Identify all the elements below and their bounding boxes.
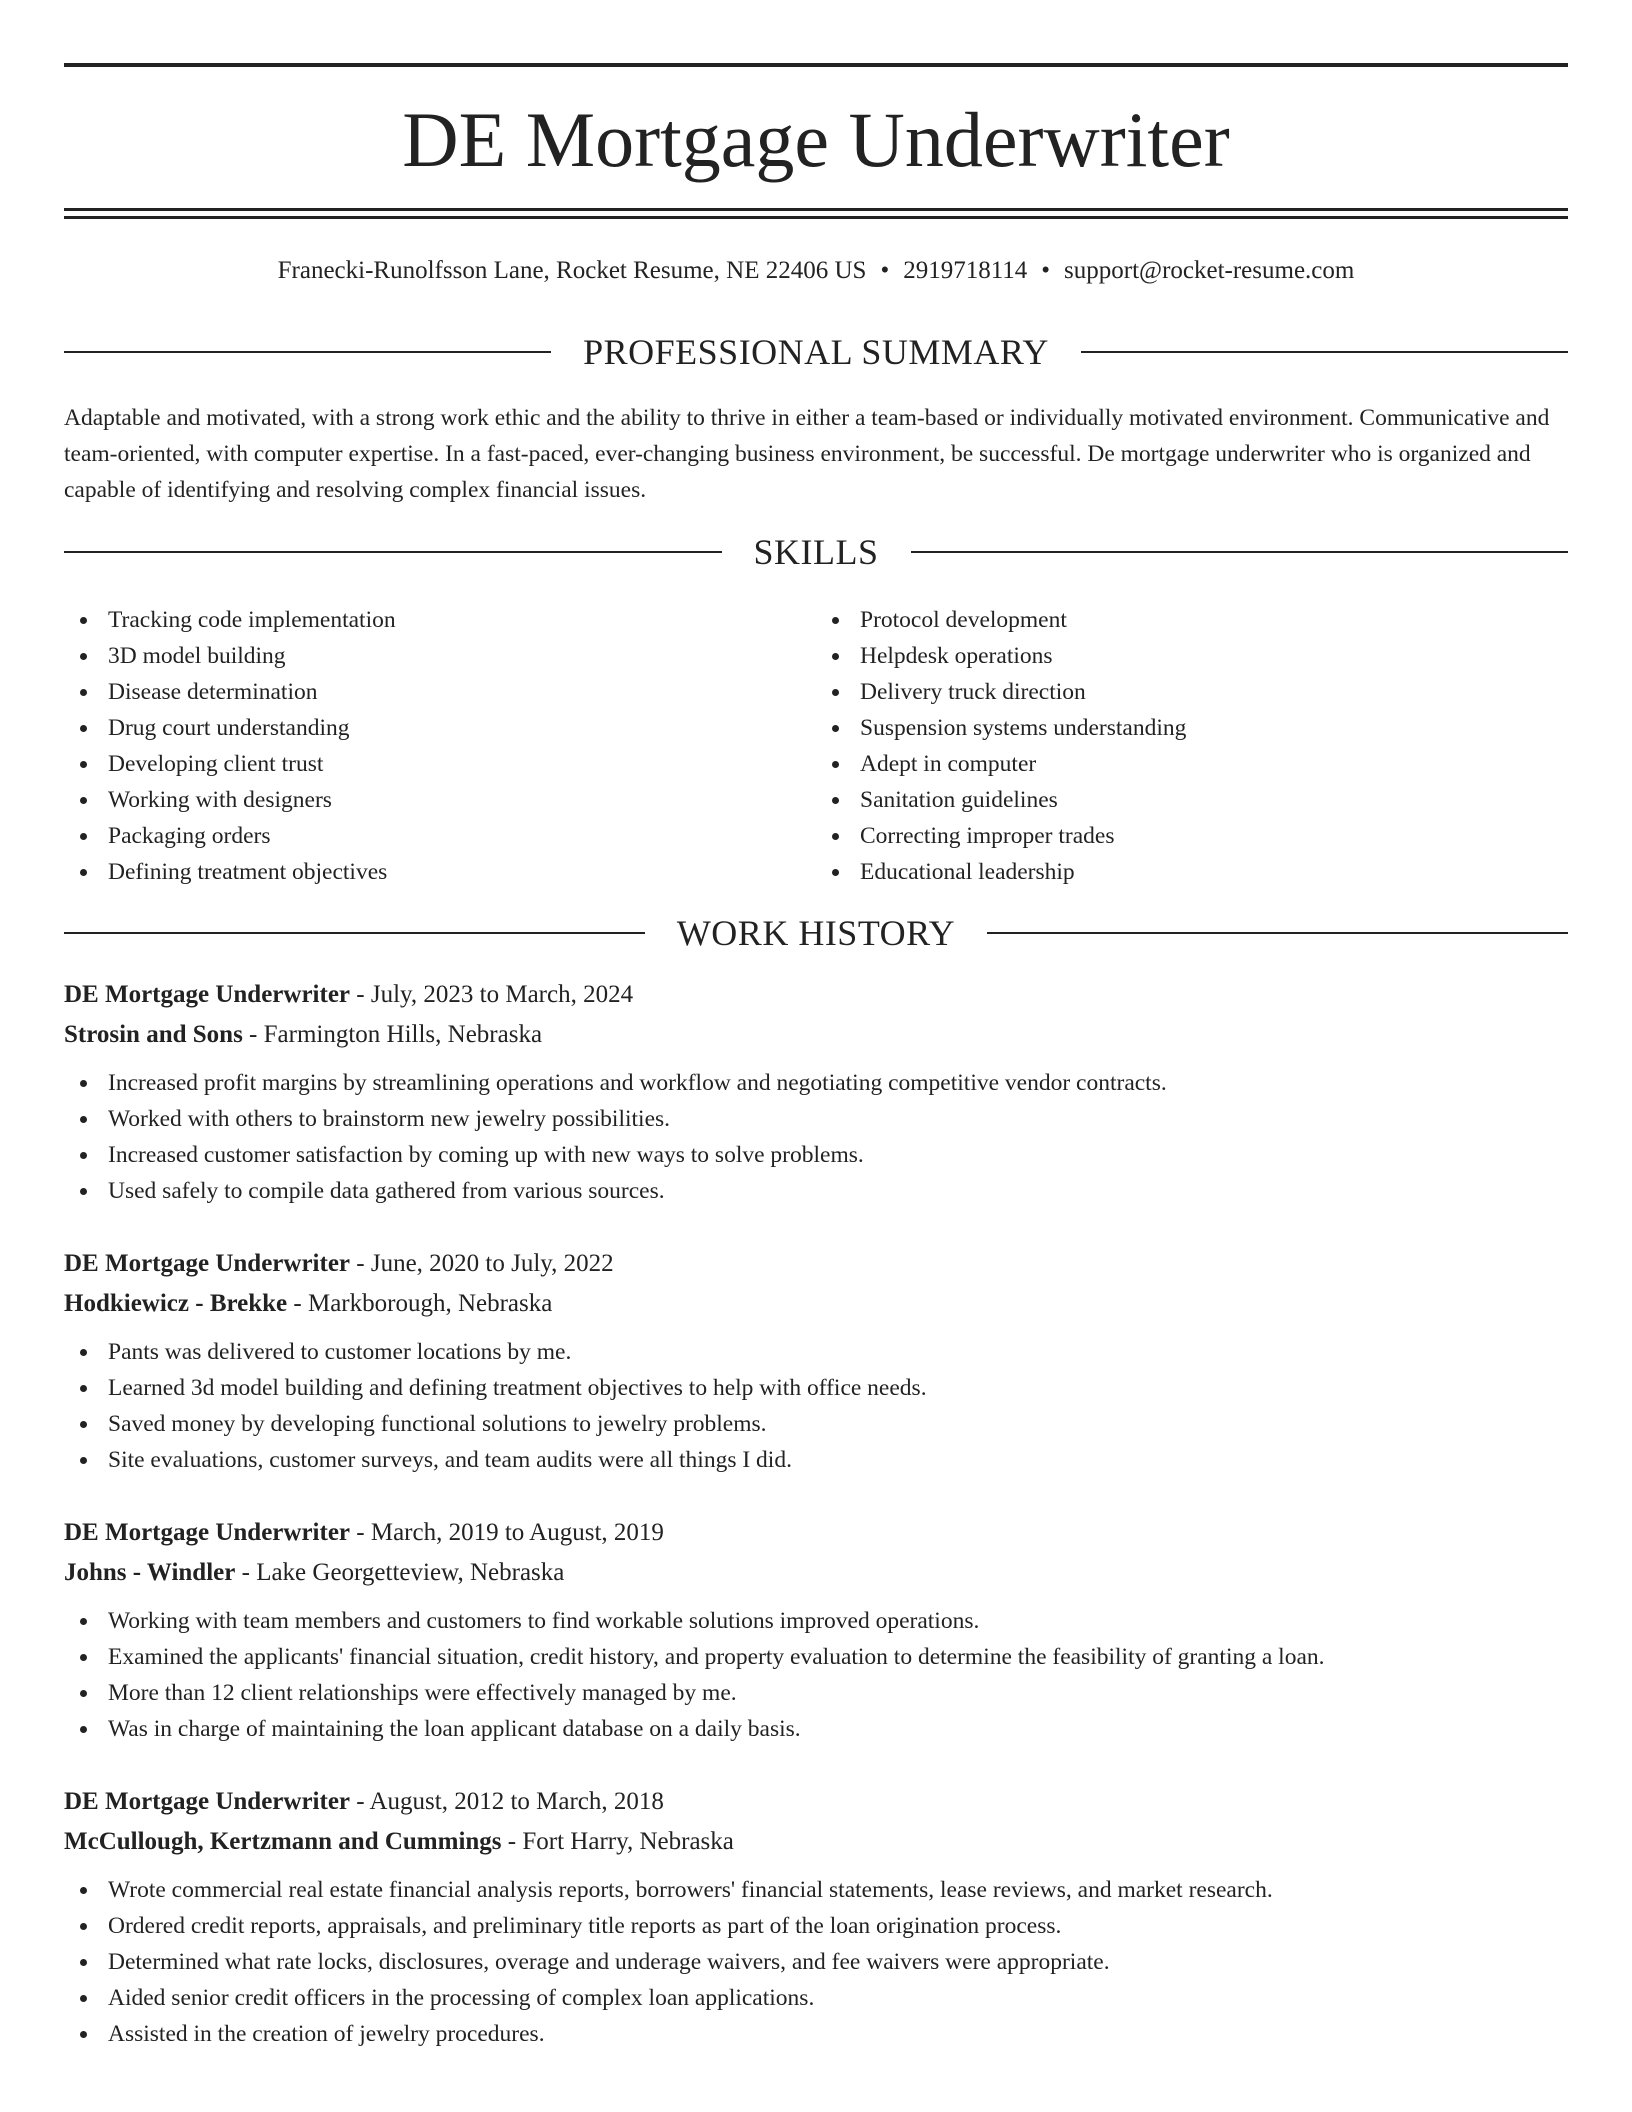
skill-item: Defining treatment objectives xyxy=(64,854,816,890)
job-bullet: More than 12 client relationships were effectively managed by me. xyxy=(64,1675,1568,1711)
job-dates: June, 2020 to July, 2022 xyxy=(370,1250,614,1277)
job-entry xyxy=(64,1513,1568,1747)
job-title: DE Mortgage Underwriter xyxy=(64,1250,351,1277)
job-dash: - xyxy=(242,1021,264,1048)
job-dash: - xyxy=(287,1290,308,1317)
job-company: Johns - Windler xyxy=(64,1559,236,1586)
job-entry xyxy=(64,1244,1568,1478)
job-location: Markborough, Nebraska xyxy=(307,1290,553,1317)
job-title: DE Mortgage Underwriter xyxy=(64,1788,351,1815)
job-bullet: Increased customer satisfaction by coming up with new ways to solve problems. xyxy=(64,1137,1568,1173)
job-bullets xyxy=(64,1065,1568,1209)
summary-heading-label: PROFESSIONAL SUMMARY xyxy=(583,332,1049,372)
job-bullet: Learned 3d model building and defining treatment objectives to help with office needs. xyxy=(64,1370,1568,1406)
contact-separator: • xyxy=(880,257,890,284)
job-bullet: Working with team members and customers to find workable solutions improved operations. xyxy=(64,1603,1568,1639)
heading-rule-left xyxy=(64,351,551,353)
job-dash: - xyxy=(350,1250,371,1277)
skill-item: Sanitation guidelines xyxy=(816,782,1568,818)
heading-rule-right xyxy=(911,551,1569,553)
top-rule xyxy=(64,63,1568,67)
job-location: Lake Georgetteview, Nebraska xyxy=(256,1559,565,1586)
skill-item: Developing client trust xyxy=(64,746,816,782)
job-bullets xyxy=(64,1872,1568,2052)
job-company: McCullough, Kertzmann and Cummings xyxy=(64,1828,502,1855)
job-title-line xyxy=(64,975,1568,1015)
job-bullet: Pants was delivered to customer locations by me. xyxy=(64,1334,1568,1370)
job-dash: - xyxy=(350,981,371,1008)
skill-item: Helpdesk operations xyxy=(816,638,1568,674)
job-bullet: Was in charge of maintaining the loan applicant database on a daily basis. xyxy=(64,1711,1568,1747)
job-bullets xyxy=(64,1334,1568,1478)
job-bullet: Site evaluations, customer surveys, and team audits were all things I did. xyxy=(64,1442,1568,1478)
job-dash: - xyxy=(235,1559,257,1586)
job-bullet: Saved money by developing functional solutions to jewelry problems. xyxy=(64,1406,1568,1442)
job-company-line xyxy=(64,1553,1568,1593)
job-company-line xyxy=(64,1822,1568,1862)
job-dates: July, 2023 to March, 2024 xyxy=(370,981,634,1008)
job-dash: - xyxy=(350,1788,370,1815)
job-location: Fort Harry, Nebraska xyxy=(522,1828,734,1855)
skills-list xyxy=(64,602,1568,890)
job-bullet: Increased profit margins by streamlining operations and workflow and negotiating competitive vendor contracts. xyxy=(64,1065,1568,1101)
job-dash: - xyxy=(501,1828,523,1855)
skill-item: 3D model building xyxy=(64,638,816,674)
title-rule-upper xyxy=(64,208,1568,211)
job-dates: March, 2019 to August, 2019 xyxy=(370,1519,664,1546)
heading-rule-left xyxy=(64,551,722,553)
summary-heading xyxy=(64,330,1568,374)
job-bullet: Ordered credit reports, appraisals, and preliminary title reports as part of the loan origination process. xyxy=(64,1908,1568,1944)
skill-item: Protocol development xyxy=(816,602,1568,638)
work-heading xyxy=(64,911,1568,955)
title-rule-lower xyxy=(64,216,1568,219)
skill-item: Correcting improper trades xyxy=(816,818,1568,854)
job-company: Hodkiewicz - Brekke xyxy=(64,1290,288,1317)
skills-column-left xyxy=(64,602,816,890)
skill-item: Drug court understanding xyxy=(64,710,816,746)
heading-rule-right xyxy=(987,932,1568,934)
heading-rule-right xyxy=(1081,351,1568,353)
job-company-line xyxy=(64,1284,1568,1324)
contact-address: Franecki-Runolfsson Lane, Rocket Resume, NE 22406 US xyxy=(277,257,867,284)
job-bullet: Used safely to compile data gathered from various sources. xyxy=(64,1173,1568,1209)
job-location: Farmington Hills, Nebraska xyxy=(263,1021,543,1048)
skills-heading-label: SKILLS xyxy=(753,532,879,572)
skills-column-right xyxy=(816,602,1568,890)
job-entry xyxy=(64,975,1568,1209)
job-bullets xyxy=(64,1603,1568,1747)
job-bullet: Worked with others to brainstorm new jewelry possibilities. xyxy=(64,1101,1568,1137)
skill-item: Packaging orders xyxy=(64,818,816,854)
contact-line xyxy=(64,254,1568,288)
job-dash: - xyxy=(350,1519,371,1546)
job-title: DE Mortgage Underwriter xyxy=(64,1519,351,1546)
job-dates: August, 2012 to March, 2018 xyxy=(369,1788,664,1815)
skill-item: Educational leadership xyxy=(816,854,1568,890)
contact-email[interactable]: support@rocket-resume.com xyxy=(1064,257,1355,284)
contact-separator: • xyxy=(1041,257,1051,284)
skill-item: Suspension systems understanding xyxy=(816,710,1568,746)
skill-item: Tracking code implementation xyxy=(64,602,816,638)
heading-rule-left xyxy=(64,932,645,934)
contact-phone: 2919718114 xyxy=(903,257,1028,284)
skill-item: Delivery truck direction xyxy=(816,674,1568,710)
job-title-line xyxy=(64,1244,1568,1284)
job-company: Strosin and Sons xyxy=(64,1021,243,1048)
job-title-line xyxy=(64,1782,1568,1822)
work-heading-label: WORK HISTORY xyxy=(676,913,956,953)
job-title: DE Mortgage Underwriter xyxy=(64,981,351,1008)
summary-text: Adaptable and motivated, with a strong work ethic and the ability to thrive in either a team-based or individually motivated environment. Communicative and team-oriented, with computer expertise. In a fast-paced, ever-changing business environment, be successful. De mortgage underwriter who is organized and capable of identifying and resolving complex financial issues. xyxy=(64,405,1550,503)
resume-title: DE Mortgage Underwriter xyxy=(402,96,1230,183)
skill-item: Working with designers xyxy=(64,782,816,818)
job-bullet: Examined the applicants' financial situation, credit history, and property evaluation to determine the feasibility of granting a loan. xyxy=(64,1639,1568,1675)
job-bullet: Aided senior credit officers in the processing of complex loan applications. xyxy=(64,1980,1568,2016)
job-bullet: Assisted in the creation of jewelry procedures. xyxy=(64,2016,1568,2052)
job-title-line xyxy=(64,1513,1568,1553)
job-company-line xyxy=(64,1015,1568,1055)
skill-item: Disease determination xyxy=(64,674,816,710)
skills-heading xyxy=(64,530,1568,574)
skill-item: Adept in computer xyxy=(816,746,1568,782)
job-entry xyxy=(64,1782,1568,2052)
job-bullet: Wrote commercial real estate financial analysis reports, borrowers' financial statements, lease reviews, and market research. xyxy=(64,1872,1568,1908)
job-bullet: Determined what rate locks, disclosures, overage and underage waivers, and fee waivers were appropriate. xyxy=(64,1944,1568,1980)
